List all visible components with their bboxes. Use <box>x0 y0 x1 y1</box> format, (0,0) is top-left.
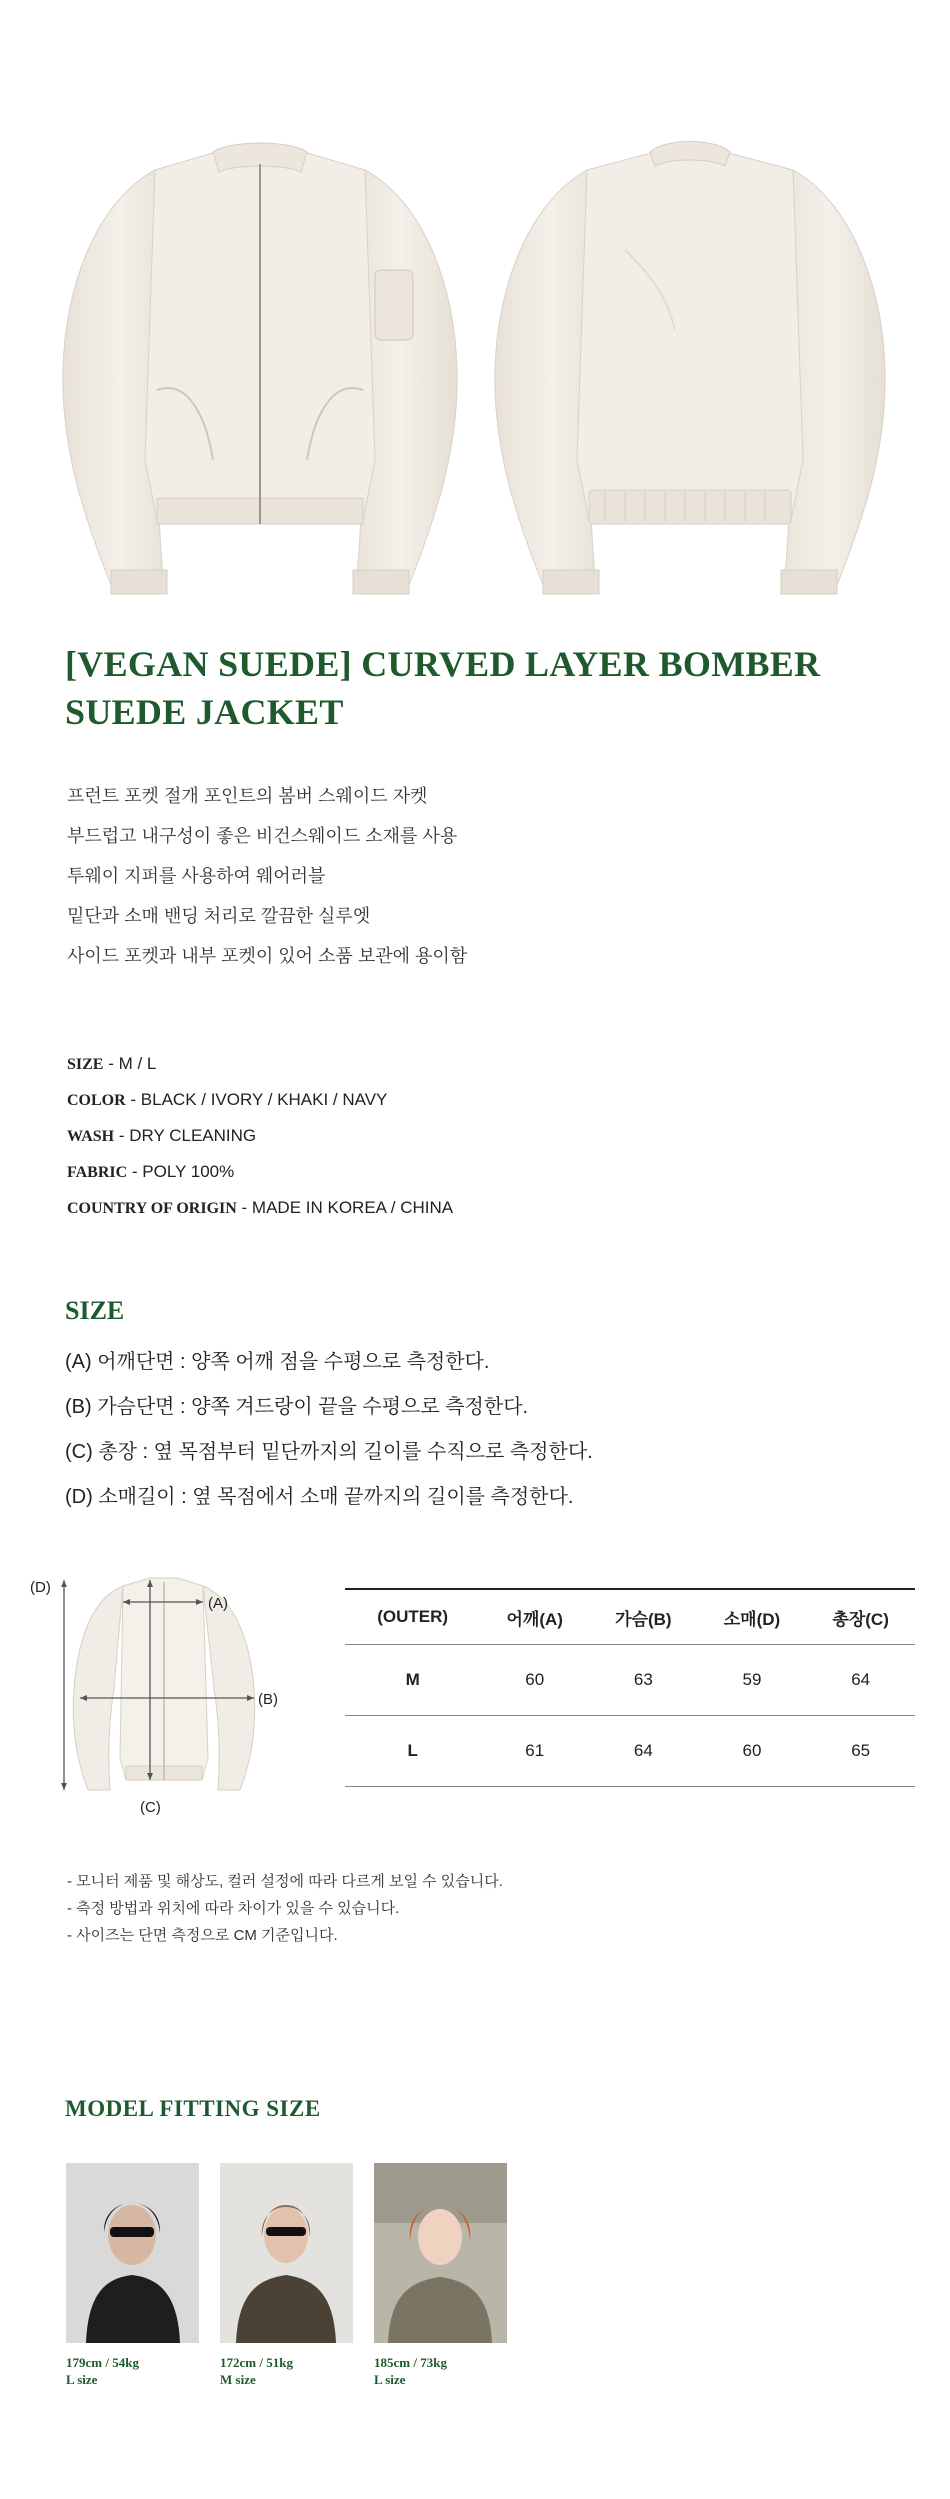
spec-key: SIZE <box>67 1056 104 1073</box>
jacket-front-image <box>45 130 475 610</box>
table-cell: 59 <box>698 1645 807 1716</box>
model-measure: 179cm / 54kg <box>66 2355 139 2370</box>
guide-line: (D) 소매길이 : 옆 목점에서 소매 끝까지의 길이를 측정한다. <box>65 1486 574 1508</box>
note-line: - 사이즈는 단면 측정으로 CM 기준입니다. <box>67 1927 338 1944</box>
model-card <box>374 2163 507 2388</box>
spec-value: MADE IN KOREA / CHINA <box>251 1198 454 1217</box>
table-header: 총장(C) <box>806 1589 915 1645</box>
table-header: (OUTER) <box>345 1589 480 1645</box>
model-size: L size <box>66 2372 98 2387</box>
spec-value: DRY CLEANING <box>129 1126 257 1145</box>
table-row <box>345 1645 915 1716</box>
label-c: (C) <box>140 1799 161 1816</box>
table-cell: 65 <box>806 1716 915 1787</box>
model-photo <box>374 2163 507 2343</box>
guide-line: (A) 어깨단면 : 양쪽 어깨 점을 수평으로 측정한다. <box>65 1351 490 1373</box>
note-line: - 모니터 제품 및 해상도, 컬러 설정에 따라 다르게 보일 수 있습니다. <box>67 1873 503 1890</box>
spec-key: COUNTRY OF ORIGIN <box>67 1200 237 1217</box>
model-photo <box>220 2163 353 2343</box>
description-line: 사이드 포켓과 내부 포켓이 있어 소품 보관에 용이함 <box>67 946 468 966</box>
description-line: 밑단과 소매 밴딩 처리로 깔끔한 실루엣 <box>67 906 371 926</box>
guide-line: (B) 가슴단면 : 양쪽 겨드랑이 끝을 수평으로 측정한다. <box>65 1396 529 1418</box>
spec-wash: WASH - DRY CLEANING <box>67 1126 257 1145</box>
size-table <box>345 1588 915 1787</box>
table-header-row <box>345 1589 915 1645</box>
model-fitting-heading: MODEL FITTING SIZE <box>65 2096 321 2121</box>
model-size: L size <box>374 2372 406 2387</box>
model-photo <box>66 2163 199 2343</box>
label-d: (D) <box>30 1579 51 1596</box>
description-line: 부드럽고 내구성이 좋은 비건스웨이드 소재를 사용 <box>67 826 458 846</box>
table-cell: 63 <box>589 1645 698 1716</box>
note-line: - 측정 방법과 위치에 따라 차이가 있을 수 있습니다. <box>67 1900 400 1917</box>
label-b: (B) <box>258 1691 278 1708</box>
spec-size: SIZE - M / L <box>67 1054 157 1073</box>
spec-key: COLOR <box>67 1092 126 1109</box>
size-heading: SIZE <box>65 1296 125 1325</box>
table-cell: 60 <box>698 1716 807 1787</box>
table-cell: L <box>345 1716 480 1787</box>
size-notes <box>67 1868 503 1949</box>
jacket-back-image <box>475 130 905 610</box>
measurement-diagram <box>28 1558 318 1818</box>
table-header: 어깨(A) <box>480 1589 589 1645</box>
spec-color: COLOR - BLACK / IVORY / KHAKI / NAVY <box>67 1090 388 1109</box>
table-cell: 60 <box>480 1645 589 1716</box>
spec-key: FABRIC <box>67 1164 128 1181</box>
description-line: 투웨이 지퍼를 사용하여 웨어러블 <box>67 866 326 886</box>
spec-value: BLACK / IVORY / KHAKI / NAVY <box>140 1090 388 1109</box>
model-measure: 172cm / 51kg <box>220 2355 293 2370</box>
table-header: 소매(D) <box>698 1589 807 1645</box>
product-description <box>67 776 467 976</box>
label-a: (A) <box>208 1595 228 1612</box>
model-card <box>66 2163 199 2388</box>
table-row <box>345 1716 915 1787</box>
spec-value: M / L <box>118 1054 157 1073</box>
table-cell: M <box>345 1645 480 1716</box>
size-guide <box>65 1340 593 1520</box>
product-title: [VEGAN SUEDE] CURVED LAYER BOMBER SUEDE JACKET <box>65 644 821 732</box>
spec-value: POLY 100% <box>142 1162 235 1181</box>
table-cell: 64 <box>589 1716 698 1787</box>
model-measure: 185cm / 73kg <box>374 2355 447 2370</box>
table-header: 가슴(B) <box>589 1589 698 1645</box>
spec-fabric: FABRIC - POLY 100% <box>67 1162 235 1181</box>
guide-line: (C) 총장 : 옆 목점부터 밑단까지의 길이를 수직으로 측정한다. <box>65 1441 593 1463</box>
spec-key: WASH <box>67 1128 115 1145</box>
spec-origin: COUNTRY OF ORIGIN - MADE IN KOREA / CHINA <box>67 1198 454 1217</box>
table-cell: 61 <box>480 1716 589 1787</box>
table-cell: 64 <box>806 1645 915 1716</box>
description-line: 프런트 포켓 절개 포인트의 봄버 스웨이드 자켓 <box>67 786 428 806</box>
product-specs <box>67 1046 453 1226</box>
model-card <box>220 2163 353 2388</box>
model-size: M size <box>220 2372 256 2387</box>
